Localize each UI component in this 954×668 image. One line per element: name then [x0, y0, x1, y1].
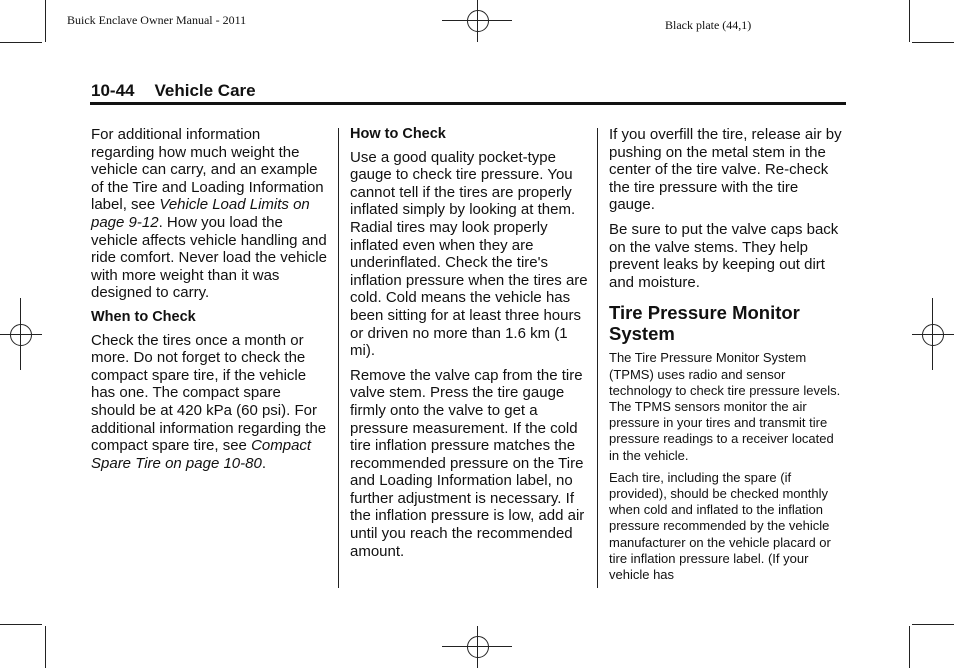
crop-mark-bottom-right-v — [909, 626, 910, 668]
column-divider-1 — [338, 128, 339, 588]
column-1 — [91, 126, 327, 479]
heading-tpms: Tire Pressure Monitor System — [609, 302, 800, 345]
paragraph-overfill: If you overfill the tire, release air by pushing on the metal stem in the center of the tire valve. Re-check the tire pressure with the tire gauge. — [609, 126, 842, 214]
heading-when-to-check: When to Check — [91, 308, 196, 325]
paragraph-valve-caps: Be sure to put the valve caps back on the valve stems. They help prevent leaks by keeping out dirt and moisture. — [609, 220, 839, 291]
cross-reference-load-limits[interactable]: Vehicle Load Limits on page 9-12 — [91, 196, 310, 231]
crop-mark-top-left-h — [0, 42, 42, 43]
paragraph-load-info: For additional information regarding how much weight the vehicle can carry, and an example of the Tire and Loading Information label, see Vehicle Load Limits on page 9-12. How you load the vehicle affects vehicle handling and ride comfort. Never load the vehicle with more weight than it was designed to carry. — [91, 126, 327, 302]
header-rule — [90, 102, 846, 105]
cross-reference-compact-spare[interactable]: Compact Spare Tire on page 10-80 — [91, 437, 312, 472]
paragraph-gauge: Use a good quality pocket-type gauge to check tire pressure. You cannot tell if the tires are properly inflated simply by looking at them. Radial tires may look properly inflated even when they are underinflated. Check the tire's inflation pressure when the tires are cold. Cold means the vehicle has been sitting for at least three hours or driven no more than 1.6 km (1 mi). — [350, 148, 588, 360]
section-title: Vehicle Care — [154, 81, 256, 100]
crop-mark-top-left-v — [45, 0, 46, 42]
page-number: 10-44 — [91, 81, 135, 100]
paragraph-valve-cap: Remove the valve cap from the tire valve stem. Press the tire gauge firmly onto the valve to get a pressure measurement. If the cold tire inflation pressure matches the recommended pressure on the Tire and Loading Information label, no further adjustment is necessary. If the inflation pressure is low, add air until you reach the recommended amount. — [350, 366, 585, 560]
crop-mark-bottom-left-h — [0, 624, 42, 625]
heading-how-to-check: How to Check — [350, 126, 446, 142]
column-3 — [609, 126, 845, 589]
column-divider-2 — [597, 128, 598, 588]
crop-mark-bottom-left-v — [45, 626, 46, 668]
crop-mark-top-right-v — [909, 0, 910, 42]
paragraph-check-monthly: Check the tires once a month or more. Do not forget to check the compact spare tire, if the vehicle has one. The compact spare should be at 420 kPa (60 psi). For additional information regarding the compact spare tire, see Compact Spare Tire on page 10-80. — [91, 331, 327, 472]
paragraph-tpms-intro: The Tire Pressure Monitor System (TPMS) uses radio and sensor technology to check tire pressure levels. The TPMS sensors monitor the air pressure in your tires and transmit tire pressure readings to a receiver located in the vehicle. — [609, 350, 841, 463]
crop-mark-top-right-h — [912, 42, 954, 43]
column-2 — [350, 126, 590, 567]
manual-title: Buick Enclave Owner Manual - 2011 — [67, 13, 247, 27]
paragraph-tpms-monthly: Each tire, including the spare (if provided), should be checked monthly when cold and inflated to the inflation pressure recommended by the vehicle manufacturer on the vehicle placard or tire inflation pressure label. (If your vehicle has — [609, 469, 831, 582]
page-heading — [91, 81, 256, 101]
plate-label: Black plate (44,1) — [665, 18, 752, 32]
crop-mark-bottom-right-h — [912, 624, 954, 625]
